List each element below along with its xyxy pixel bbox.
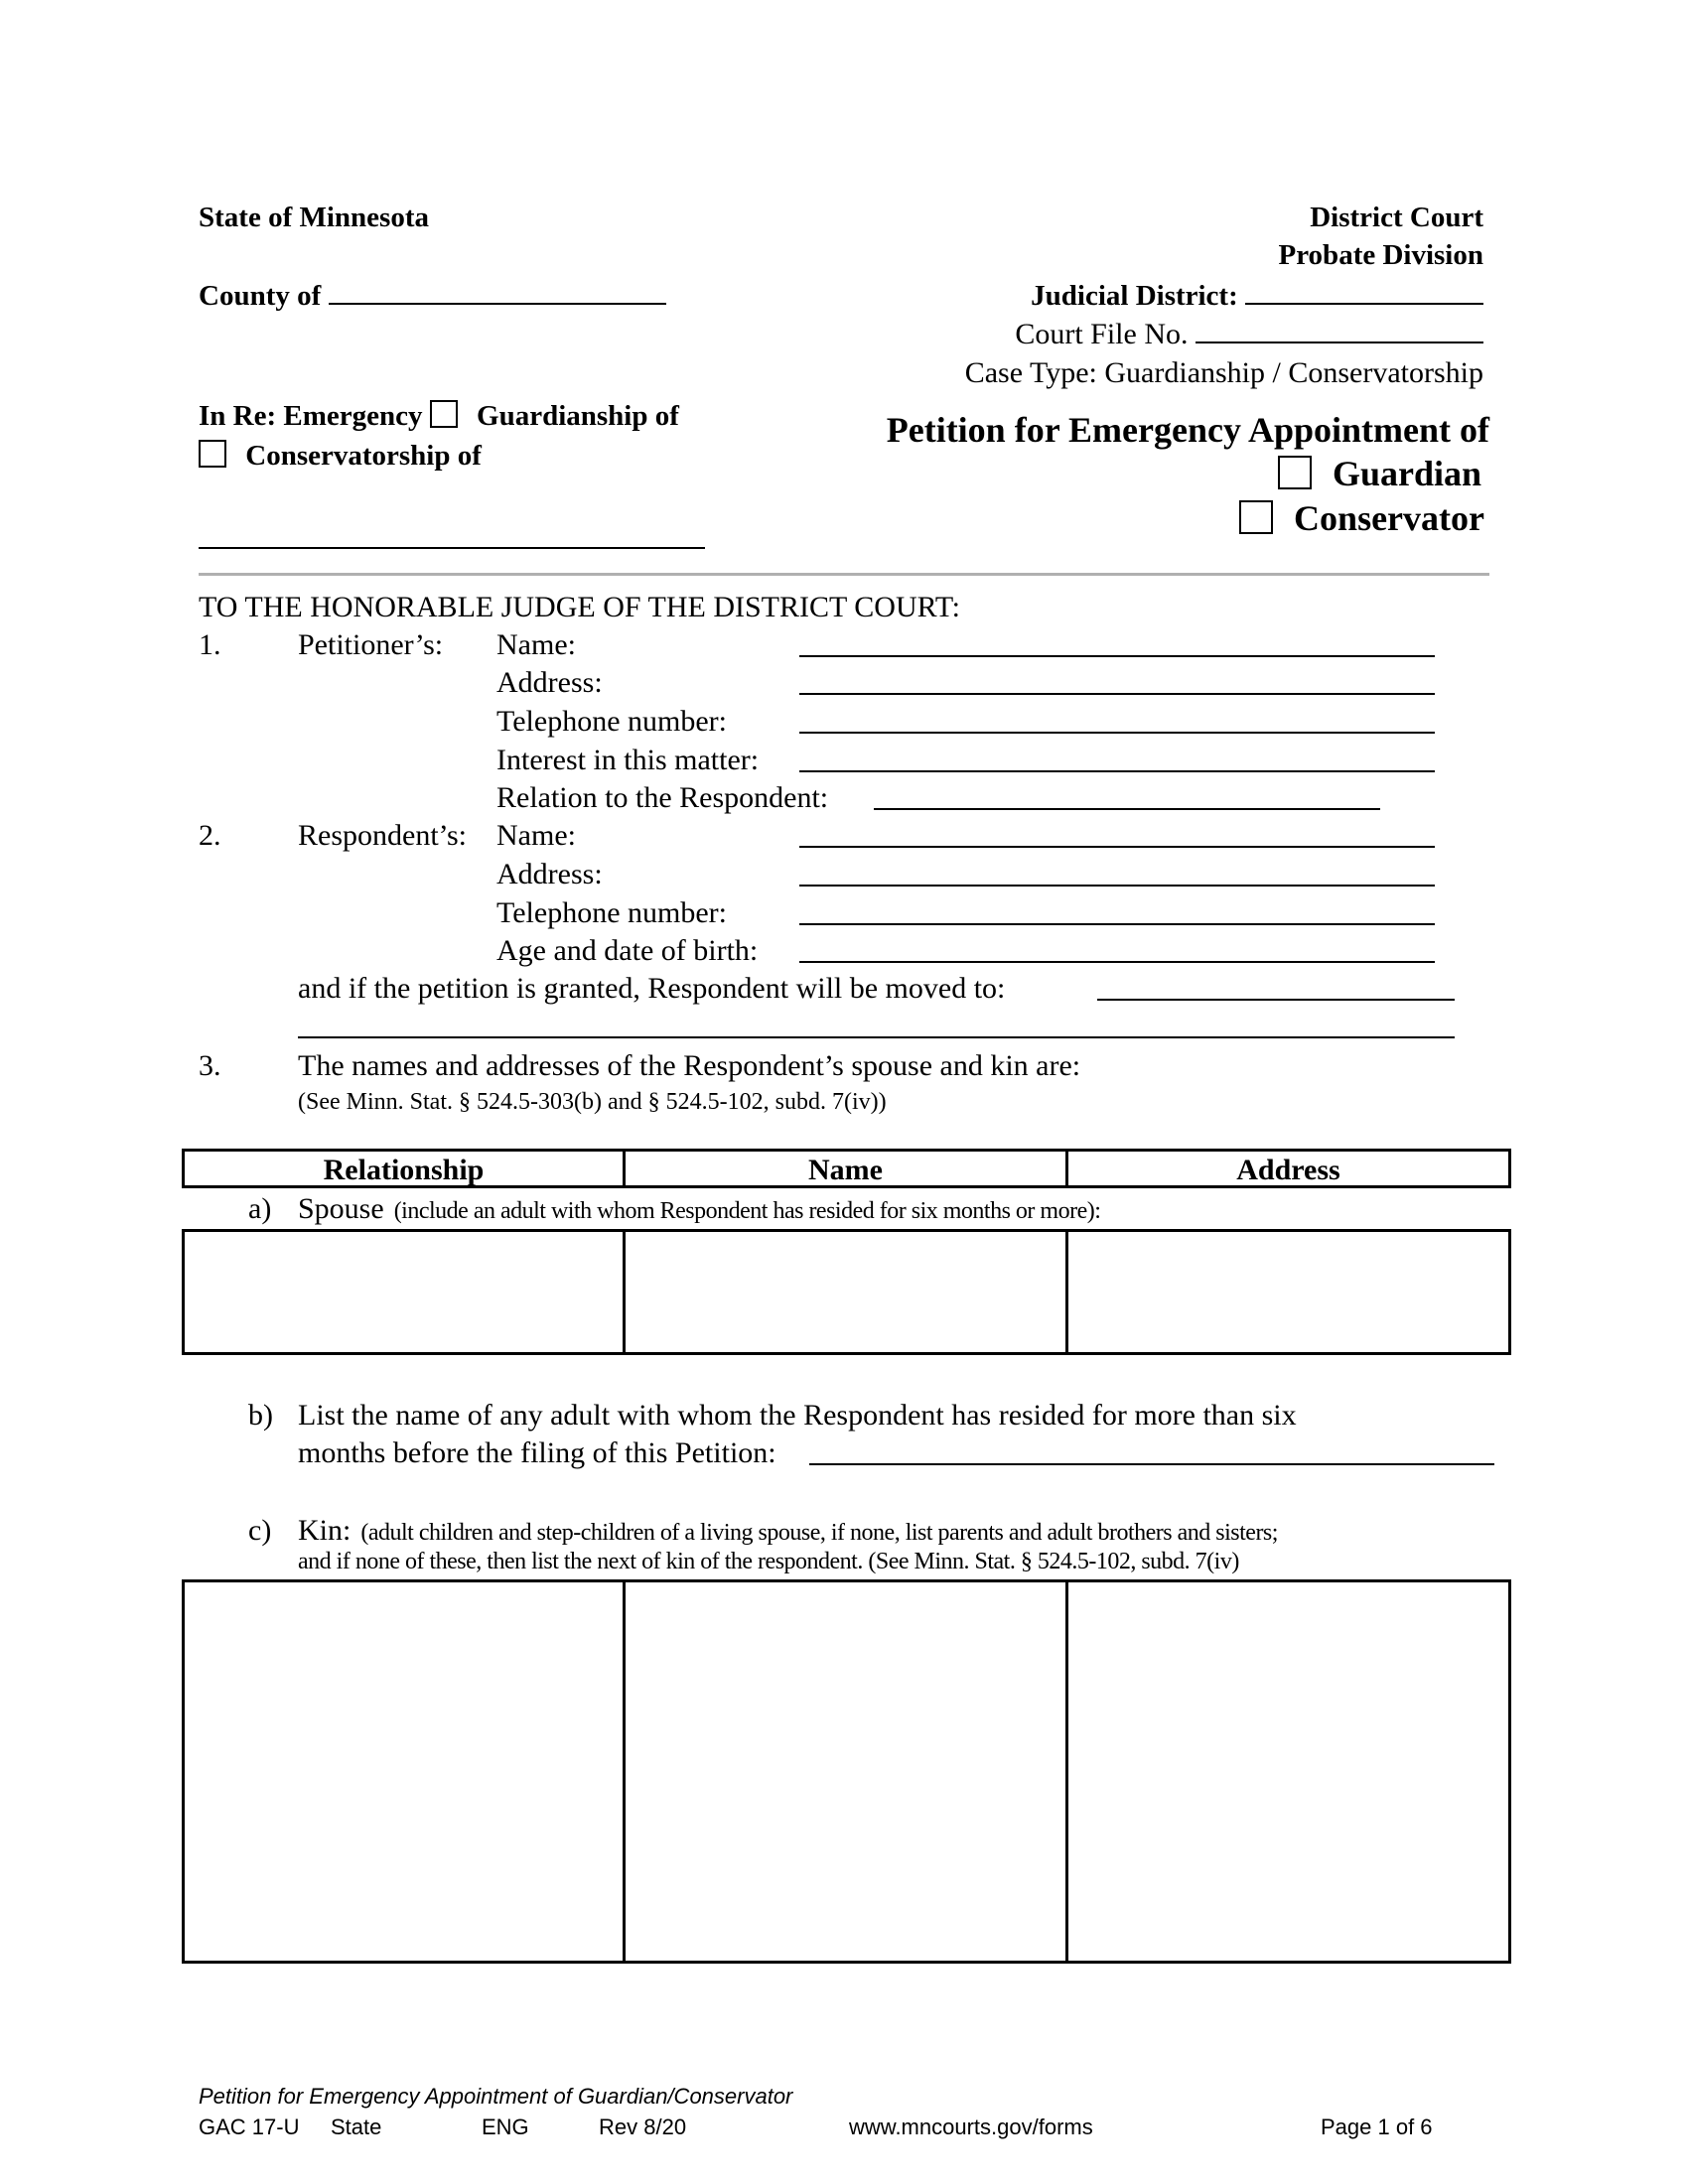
petitioner-name-label: Name: [496, 628, 576, 661]
kin-name-cell[interactable] [629, 1584, 1062, 1959]
conservator-option-label: Conservator [1294, 498, 1484, 538]
judicial-district-input[interactable] [1245, 279, 1483, 305]
division-name: Probate Division [1278, 239, 1483, 271]
section-3-citation: (See Minn. Stat. § 524.5-303(b) and § 524.5-102, subd. 7(iv)) [298, 1089, 887, 1115]
spouse-line [298, 1192, 1100, 1226]
spouse-name-cell[interactable] [629, 1234, 1062, 1350]
footer-language: ENG [482, 2115, 529, 2139]
county-field [199, 279, 666, 313]
footer-url[interactable]: www.mncourts.gov/forms [849, 2115, 1093, 2139]
conservator-checkbox[interactable] [1239, 500, 1273, 534]
moved-to-input-line-2[interactable] [298, 1036, 1455, 1038]
respondent-age-input[interactable] [799, 961, 1435, 963]
emergency-guardianship-checkbox[interactable] [430, 400, 458, 428]
court-file-input[interactable] [1196, 322, 1483, 343]
moved-to-label: and if the petition is granted, Respondent will be moved to: [298, 972, 1006, 1005]
resided-letter: b) [248, 1399, 273, 1432]
spouse-letter: a) [248, 1192, 272, 1225]
conservatorship-of-label: Conservatorship of [245, 440, 482, 472]
petitioner-address-label: Address: [496, 666, 603, 699]
in-re-name-input[interactable] [199, 547, 705, 549]
court-name: District Court [1310, 202, 1483, 233]
section-3-text: The names and addresses of the Respondent’s spouse and kin are: [298, 1049, 1081, 1082]
spouse-table-divider-2 [1065, 1229, 1068, 1355]
petitioner-interest-input[interactable] [799, 770, 1435, 772]
state-name: State of Minnesota [199, 202, 429, 233]
section-2-number: 2. [199, 819, 221, 852]
kin-address-cell[interactable] [1071, 1584, 1506, 1959]
petitioner-interest-label: Interest in this matter: [496, 744, 760, 776]
petitioner-telephone-label: Telephone number: [496, 705, 727, 738]
judicial-district-label: Judicial District: [1031, 280, 1238, 312]
conservator-option [1239, 497, 1484, 539]
kin-line-1 [298, 1514, 1278, 1548]
in-re-line-2 [199, 440, 482, 473]
respondent-age-label: Age and date of birth: [496, 934, 759, 967]
respondent-telephone-input[interactable] [799, 923, 1435, 925]
header-address: Address [1236, 1154, 1340, 1186]
section-3-number: 3. [199, 1049, 221, 1082]
footer-page-number: Page 1 of 6 [1321, 2115, 1433, 2139]
footer-state: State [331, 2115, 382, 2139]
footer-revision: Rev 8/20 [599, 2115, 687, 2139]
kin-note-line-2: and if none of these, then list the next of kin of the respondent. (See Minn. Stat. § 524.5-102, subd. 7(iv) [298, 1549, 1239, 1574]
respondent-telephone-label: Telephone number: [496, 896, 727, 929]
section-1-number: 1. [199, 628, 221, 661]
petitioner-telephone-input[interactable] [799, 732, 1435, 734]
spouse-note: (include an adult with whom Respondent has resided for six months or more): [393, 1198, 1101, 1224]
guardian-checkbox[interactable] [1278, 456, 1312, 489]
case-type: Case Type: Guardianship / Conservatorship [964, 356, 1483, 389]
respondent-address-label: Address: [496, 858, 603, 890]
header-divider [199, 573, 1489, 576]
guardian-option-label: Guardian [1332, 454, 1481, 493]
spouse-label: Spouse [298, 1192, 384, 1225]
section-2-label: Respondent’s: [298, 819, 467, 852]
resided-adult-input[interactable] [809, 1463, 1494, 1465]
petitioner-address-input[interactable] [799, 693, 1435, 695]
spouse-table-divider-1 [623, 1229, 626, 1355]
in-re-line-1 [199, 400, 679, 433]
court-file-label: Court File No. [1015, 318, 1189, 350]
respondent-name-label: Name: [496, 819, 576, 852]
resided-text-line-2: months before the filing of this Petition: [298, 1436, 776, 1469]
section-1-label: Petitioner’s: [298, 628, 444, 661]
in-re-label: In Re: Emergency [199, 400, 423, 432]
county-input[interactable] [329, 279, 666, 305]
guardian-option [1278, 453, 1481, 494]
guardianship-of-label: Guardianship of [477, 400, 679, 432]
petitioner-relation-label: Relation to the Respondent: [496, 781, 829, 814]
conservatorship-checkbox[interactable] [199, 440, 226, 468]
county-label: County of [199, 280, 322, 312]
resided-text-line-1: List the name of any adult with whom the Respondent has resided for more than six [298, 1399, 1297, 1432]
judicial-district-field [1031, 279, 1483, 313]
kin-letter: c) [248, 1514, 272, 1547]
kin-note-line-1: (adult children and step-children of a living spouse, if none, list parents and adult brothers and sisters; [360, 1520, 1278, 1546]
kin-label: Kin: [298, 1514, 352, 1547]
moved-to-input[interactable] [1097, 999, 1455, 1001]
kin-table-divider-1 [623, 1579, 626, 1964]
salutation: TO THE HONORABLE JUDGE OF THE DISTRICT COURT: [199, 591, 961, 623]
header-name: Name [808, 1154, 883, 1186]
footer-form-code: GAC 17-U [199, 2115, 300, 2139]
spouse-relationship-cell[interactable] [187, 1234, 620, 1350]
respondent-name-input[interactable] [799, 846, 1435, 848]
kin-relationship-cell[interactable] [187, 1584, 620, 1959]
respondent-address-input[interactable] [799, 885, 1435, 887]
court-file-field [1015, 318, 1483, 351]
footer-form-title: Petition for Emergency Appointment of Guardian/Conservator [199, 2084, 793, 2109]
spouse-address-cell[interactable] [1071, 1234, 1506, 1350]
petition-title: Petition for Emergency Appointment of [886, 410, 1489, 450]
header-relationship: Relationship [323, 1154, 485, 1186]
petitioner-name-input[interactable] [799, 655, 1435, 657]
kin-table-divider-2 [1065, 1579, 1068, 1964]
petitioner-relation-input[interactable] [874, 808, 1380, 810]
